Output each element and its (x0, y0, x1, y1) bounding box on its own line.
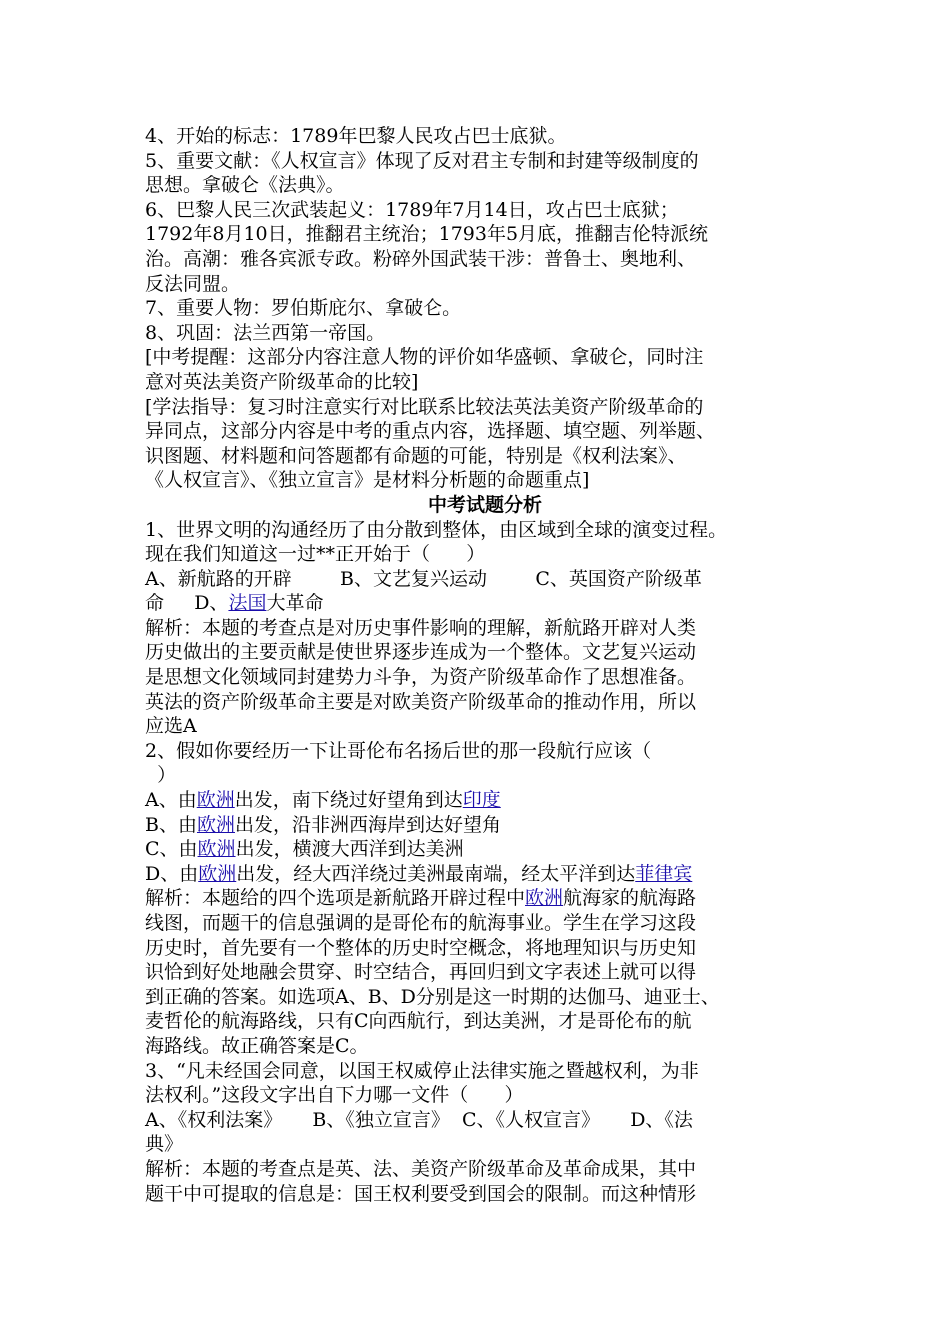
text-line (145, 616, 825, 641)
text-line (145, 1009, 825, 1034)
text-line (145, 1108, 825, 1133)
text-line (145, 960, 825, 985)
hyperlink[interactable]: 欧洲 (525, 887, 564, 910)
text-span: 大革命 (266, 592, 324, 615)
text-line (145, 567, 825, 592)
text-span: 意对英法美资产阶级革命的比较] (145, 370, 419, 393)
text-line (145, 542, 825, 567)
hyperlink[interactable]: 印度 (462, 789, 501, 812)
text-line (145, 518, 825, 543)
section-title-text: 中考试题分析 (427, 493, 542, 516)
text-line (145, 1132, 825, 1157)
text-line (145, 247, 825, 272)
text-span: 识图题、材料题和问答题都有命题的可能，特别是《权利法案》、 (145, 444, 687, 467)
text-span: 历史做出的主要贡献是使世界逐步连成为一个整体。文艺复兴运动 (145, 641, 697, 664)
text-span: [学法指导：复习时注意实行对比联系比较法英法美资产阶级革命的 (145, 395, 704, 418)
text-line (145, 665, 825, 690)
text-span: 典》 (145, 1133, 184, 1156)
text-line (145, 788, 825, 813)
text-span: 命 D、 (145, 592, 229, 615)
text-span: 是思想文化领域同封建势力斗争，为资产阶级革命作了思想准备。 (145, 666, 697, 689)
text-span: 5、重要文献：《人权宣言》体现了反对君主专制和封建等级制度的 (145, 149, 699, 172)
text-span: [中考提醒：这部分内容注意人物的评价如华盛顿、拿破仑，同时注 (145, 346, 704, 369)
text-line (145, 862, 825, 887)
text-span: 反法同盟。 (145, 272, 241, 295)
document-body (145, 124, 825, 1206)
text-span: C、由 (145, 838, 198, 861)
text-line (145, 739, 825, 764)
text-span: 解析：本题给的四个选项是新航路开辟过程中 (145, 887, 526, 910)
text-span: 出发，横渡大西洋到达美洲 (235, 838, 464, 861)
hyperlink[interactable]: 欧洲 (196, 813, 235, 836)
text-line (145, 813, 825, 838)
text-span: 航海家的航海路 (563, 887, 697, 910)
text-span: A、《权利法案》 B、《独立宣言》 C、《人权宣言》 D、《法 (145, 1108, 693, 1131)
text-line (145, 149, 825, 174)
text-span: 异同点，这部分内容是中考的重点内容，选择题、填空题、列举题、 (145, 420, 716, 443)
hyperlink[interactable]: 欧洲 (197, 838, 236, 861)
text-span: 7、重要人物：罗伯斯庇尔、拿破仑。 (145, 297, 462, 320)
text-line (145, 272, 825, 297)
text-span: 出发，南下绕过好望角到达 (234, 789, 463, 812)
text-line (145, 1083, 825, 1108)
text-span: 《人权宣言》、《独立宣言》是材料分析题的命题重点] (145, 469, 590, 492)
text-line (145, 395, 825, 420)
text-span: 4、开始的标志：1789年巴黎人民攻占巴士底狱。 (145, 125, 567, 147)
text-line (145, 345, 825, 370)
text-span: 题干中可提取的信息是：国王权利要受到国会的限制。而这种情形 (145, 1182, 697, 1205)
hyperlink[interactable]: 欧洲 (198, 862, 237, 885)
text-line (145, 419, 825, 444)
text-line (145, 837, 825, 862)
text-span: 英法的资产阶级革命主要是对欧美资产阶级革命的推动作用，所以 (145, 690, 697, 713)
hyperlink[interactable]: 法国 (228, 592, 267, 615)
section-title (145, 493, 825, 518)
text-span: 6、巴黎人民三次武装起义：1789年7月14日，攻占巴士底狱； (145, 198, 679, 221)
text-line (145, 936, 825, 961)
text-line (145, 468, 825, 493)
text-line (145, 591, 825, 616)
text-span: 2、假如你要经历一下让哥伦布名扬后世的那一段航行应该（ (145, 739, 652, 762)
text-line (145, 222, 825, 247)
text-line (145, 763, 825, 788)
text-span: 出发，沿非洲西海岸到达好望角 (234, 813, 501, 836)
text-line (145, 640, 825, 665)
text-span: 历史时，首先要有一个整体的历史时空概念，将地理知识与历史知 (145, 936, 697, 959)
text-span: 1792年8月10日，推翻君主统治；1793年5月底，推翻吉伦特派统 (145, 223, 709, 246)
text-span: 应选A (145, 715, 197, 738)
text-span: 线图，而题干的信息强调的是哥伦布的航海事业。学生在学习这段 (145, 912, 697, 934)
text-span: ） (145, 764, 177, 787)
text-span: 治。高潮：雅各宾派专政。粉碎外国武装干涉：普鲁士、奥地利、 (145, 247, 697, 270)
text-span: 1、世界文明的沟通经历了由分散到整体，由区域到全球的演变过程。 (145, 518, 728, 541)
text-span: D、由 (145, 862, 199, 885)
text-line (145, 886, 825, 911)
text-line (145, 1059, 825, 1084)
text-line (145, 321, 825, 346)
text-span: 3、“凡未经国会同意，以国王权威停止法律实施之暨越权利，为非 (145, 1059, 699, 1082)
hyperlink[interactable]: 菲律宾 (635, 862, 693, 885)
text-span: A、由 (145, 789, 197, 812)
text-line (145, 911, 825, 936)
text-span: 现在我们知道这一过**正开始于（ ） (145, 543, 486, 566)
text-line (145, 1034, 825, 1059)
text-span: A、新航路的开辟 B、文艺复兴运动 C、英国资产阶级革 (145, 567, 702, 590)
text-line (145, 370, 825, 395)
text-span: 解析：本题的考查点是对历史事件影响的理解，新航路开辟对人类 (145, 616, 697, 639)
text-line (145, 985, 825, 1010)
text-span: 思想。拿破仑《法典》。 (145, 174, 345, 197)
text-line (145, 124, 825, 149)
text-line (145, 296, 825, 321)
text-line (145, 173, 825, 198)
text-span: 海路线。故正确答案是C。 (145, 1034, 369, 1057)
text-span: 解析：本题的考查点是英、法、美资产阶级革命及革命成果，其中 (145, 1157, 697, 1180)
text-line (145, 714, 825, 739)
text-span: 识恰到好处地融会贯穿、时空结合，再回归到文字表述上就可以得 (145, 961, 697, 984)
hyperlink[interactable]: 欧洲 (196, 789, 235, 812)
text-span: 到正确的答案。如选项A、B、D分别是这一时期的达伽马、迪亚士、 (145, 985, 720, 1008)
text-span: 8、巩固：法兰西第一帝国。 (145, 321, 386, 344)
text-line (145, 444, 825, 469)
text-span: 麦哲伦的航海路线，只有C向西航行，到达美洲，才是哥伦布的航 (145, 1010, 692, 1033)
text-line (145, 690, 825, 715)
text-line (145, 1182, 825, 1207)
text-span: B、由 (145, 813, 197, 836)
text-span: 出发，经大西洋绕过美洲最南端，经太平洋到达 (236, 862, 636, 885)
text-span: 法权利。”这段文字出自下力哪一文件（ ） (145, 1084, 524, 1107)
text-line (145, 198, 825, 223)
text-line (145, 1157, 825, 1182)
